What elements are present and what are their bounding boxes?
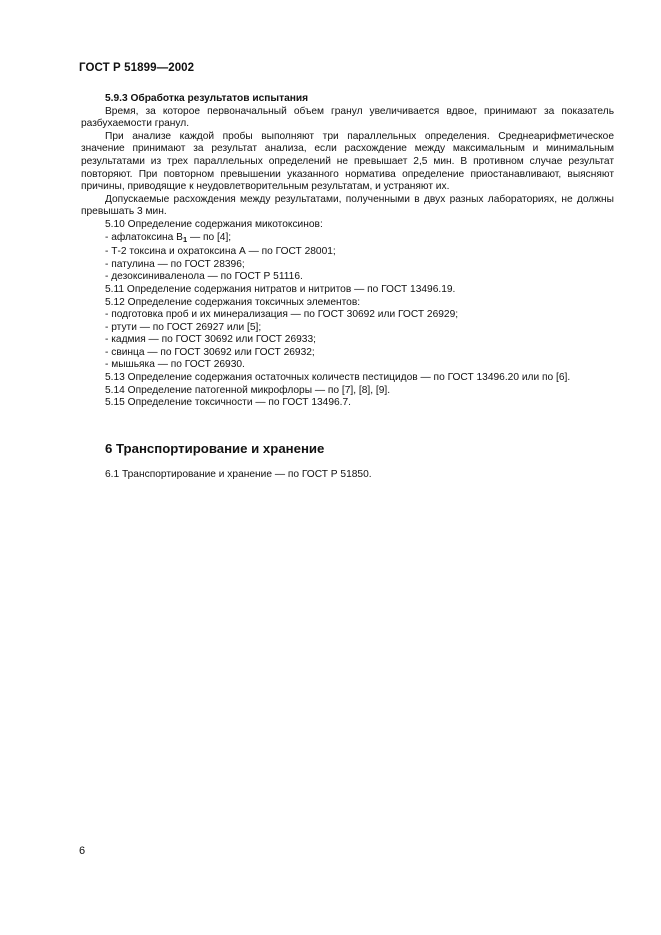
clause-5-10: 5.10 Определение содержания микотоксинов: [105,218,323,230]
list-item-sample-prep: - подготовка проб и их минерализация — по ГОСТ 30692 или ГОСТ 26929; [105,309,459,321]
list-item-aflatoxin [81,232,614,247]
aflatoxin-ref: — по [4]; [187,231,232,243]
paragraph-swelling-time: Время, за которое первоначальный объем гранул увеличивается вдвое, принимают за показатель разбухаемости гранул. [81,105,614,130]
list-item-lead: - свинца — по ГОСТ 30692 или ГОСТ 26932; [105,346,315,358]
clause-5-11: 5.11 Определение содержания нитратов и нитритов — по ГОСТ 13496.19. [105,283,456,295]
list-item-patulin: - патулина — по ГОСТ 28396; [105,258,245,270]
clause-5-12: 5.12 Определение содержания токсичных элементов: [105,296,361,308]
clause-5-14: 5.14 Определение патогенной микрофлоры — по [7], [8], [9]. [105,384,391,396]
clause-5-13: 5.13 Определение содержания остаточных количеств пестицидов — по ГОСТ 13496.20 или по [6]. [105,372,571,384]
clause-5-15: 5.15 Определение токсичности — по ГОСТ 13496.7. [105,397,351,409]
section-6-title: 6 Транспортирование и хранение [105,441,325,456]
list-item-mercury: - ртути — по ГОСТ 26927 или [5]; [105,321,262,333]
list-item-t2-toxin: - Т-2 токсина и охратоксина А — по ГОСТ 28001; [105,246,336,258]
paragraph-lab-discrepancy: Допускаемые расхождения между результатами, полученными в двух разных лабораториях, не должны превышать 3 мин. [81,193,614,218]
subsection-title-5-9-3: 5.9.3 Обработка результатов испытания [105,93,309,104]
page-number: 6 [79,845,86,857]
list-item-deoxynivalenol: - дезоксиниваленола — по ГОСТ Р 51116. [105,271,303,283]
aflatoxin-subscript: 1 [182,234,188,244]
list-item-arsenic: - мышьяка — по ГОСТ 26930. [105,359,245,371]
paragraph-parallel-determinations: При анализе каждой пробы выполняют три параллельных определения. Среднеарифметическое значение принимают за результат анализа, если расхождение между максимальным и минимальным результатами из трех параллельных определений не превышает 2,5 мин. В противном случае результат повторяют. При повторном превышении указанного норматива определение приостанавливают, выясняют причины, приводящие к неудовлетворительным результатам, и устраняют их. [81,130,614,193]
list-item-cadmium: - кадмия — по ГОСТ 30692 или ГОСТ 26933; [105,334,316,346]
standard-code-header: ГОСТ Р 51899—2002 [79,62,195,74]
aflatoxin-text: - афлатоксина В [105,231,183,243]
section-5-body [81,93,614,410]
clause-6-1: 6.1 Транспортирование и хранение — по ГОСТ Р 51850. [105,469,372,480]
